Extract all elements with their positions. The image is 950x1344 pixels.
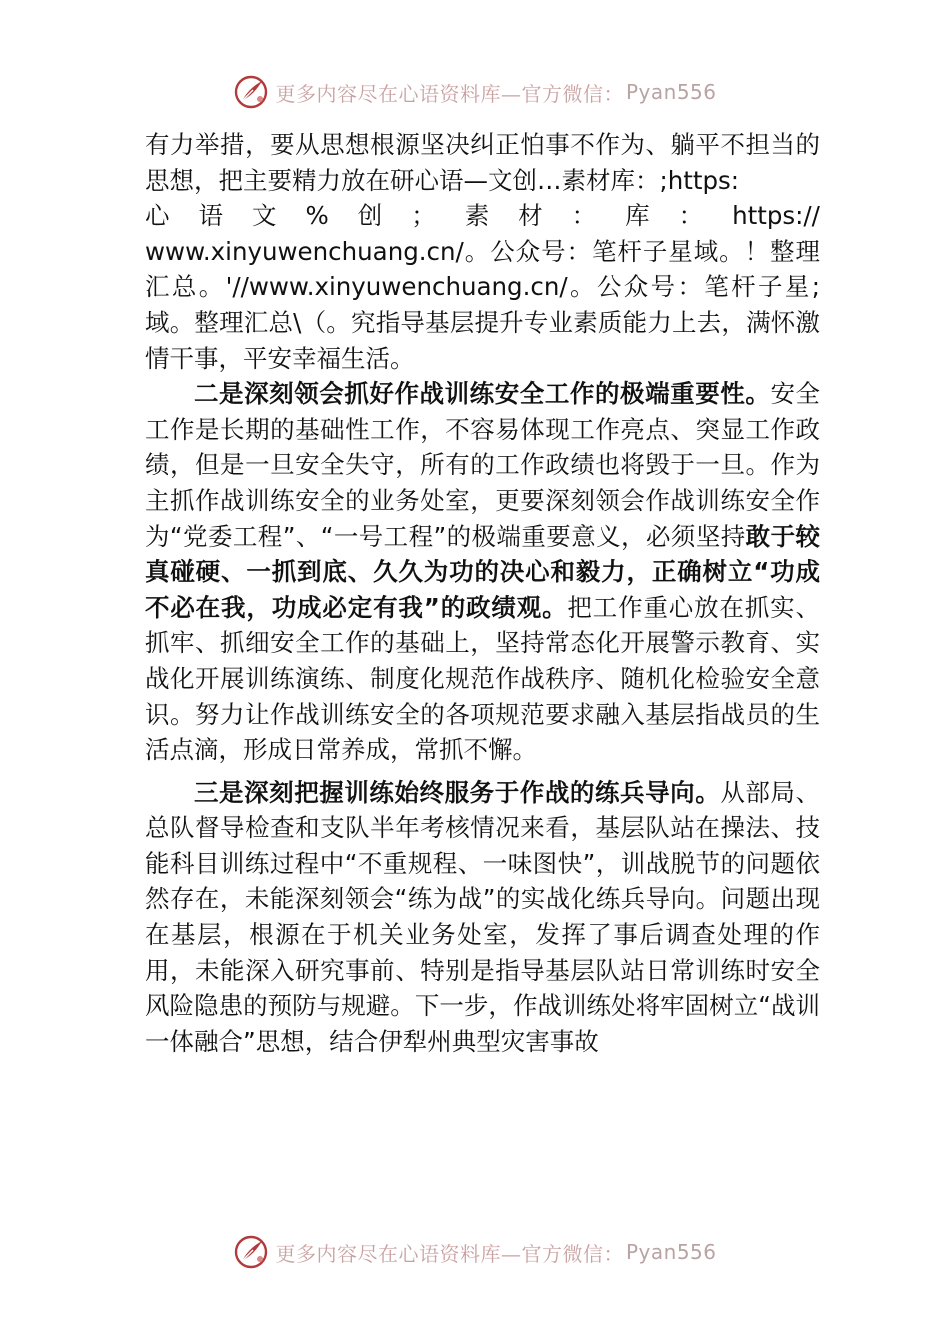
- paragraph-2-text1: 安全工作是长期的基础性工作，不容易体现工作亮点、突显工作政绩，但是一旦安全失守，所有的工作政绩也将毁于一旦。作为主抓作战训练安全的业务处室，更要深刻领会作战训练安全作为“党委工程”、“一号工程”的极端重要意义，必须坚持: [145, 379, 820, 551]
- paragraph-2-emphasis: 敢于较真碰硬、一抓到底、久久为功的决心和毅力，正确树立“功成不必在我，功成必定有我”的政绩观。: [145, 521, 820, 622]
- watermark-text: 更多内容尽在心语资料库—官方微信：: [275, 81, 624, 106]
- watermark-wechat-id: Pyan556: [625, 1240, 717, 1264]
- paragraph-1-rest-text: www.xinyuwenchuang.cn/。公众号：笔杆子星域。！整理汇总。'//www.xinyuwenchuang.cn/。公众号：笔杆子星;域。整理汇总\（。究指导基层提升专业素质能力上去，满怀激情干事，平安幸福生活。: [145, 236, 820, 373]
- spaced-char: 心: [145, 201, 170, 231]
- spaced-char: ；: [411, 201, 436, 231]
- paragraph-1-rest: [145, 234, 820, 376]
- spaced-char: ：: [571, 201, 597, 231]
- spaced-char: %: [305, 201, 329, 231]
- spaced-char: 库: [625, 201, 650, 231]
- spaced-char: 创: [357, 201, 383, 231]
- footer-watermark: [0, 1232, 950, 1272]
- spaced-char: 材: [518, 201, 543, 231]
- spaced-char: ：: [678, 201, 704, 231]
- spaced-char: https://: [732, 201, 820, 231]
- feather-pen-logo-icon: [233, 74, 269, 110]
- document-body: [145, 127, 820, 1059]
- header-watermark: [0, 72, 950, 112]
- paragraph-2-text2: 把工作重心放在抓实、抓牢、抓细安全工作的基础上，坚持常态化开展警示教育、实战化开展训练演练、制度化规范作战秩序、随机化检验安全意识。努力让作战训练安全的各项规范要求融入基层指战员的生活点滴，形成日常养成，常抓不懈。: [145, 592, 820, 765]
- watermark-text: 更多内容尽在心语资料库—官方微信：: [275, 1241, 624, 1266]
- spaced-char: 素: [464, 201, 490, 231]
- watermark-wechat-id: Pyan556: [625, 80, 717, 104]
- spaced-line: [145, 198, 820, 234]
- paragraph-1: [145, 127, 820, 198]
- paragraph-3-text: 从部局、总队督导检查和支队半年考核情况来看，基层队站在操法、技能科目训练过程中“不重规程、一味图快”，训战脱节的问题依然存在，未能深刻领会“练为战”的实战化练兵导向。问题出现在基层，根源在于机关业务处室，发挥了事后调查处理的作用，未能深入研究事前、特别是指导基层队站日常训练时安全风险隐患的预防与规避。下一步，作战训练处将牢固树立“战训一体融合”思想，结合伊犁州典型灾害事故: [145, 777, 820, 1056]
- paragraph-3: [145, 775, 820, 1060]
- paragraph-1-line1: 有力举措，要从思想根源坚决纠正怕事不作为、躺平不担当的思想，把主要精力放在研心语—文创…素材库：;https:: [145, 130, 820, 195]
- paragraph-3-heading: 三是深刻把握训练始终服务于作战的练兵导向。: [194, 777, 721, 807]
- spaced-char: 文: [251, 201, 277, 231]
- feather-pen-logo-icon: [233, 1234, 269, 1270]
- paragraph-2: [145, 376, 820, 768]
- paragraph-2-heading: 二是深刻领会抓好作战训练安全工作的极端重要性。: [194, 379, 771, 409]
- spaced-char: 语: [198, 201, 223, 231]
